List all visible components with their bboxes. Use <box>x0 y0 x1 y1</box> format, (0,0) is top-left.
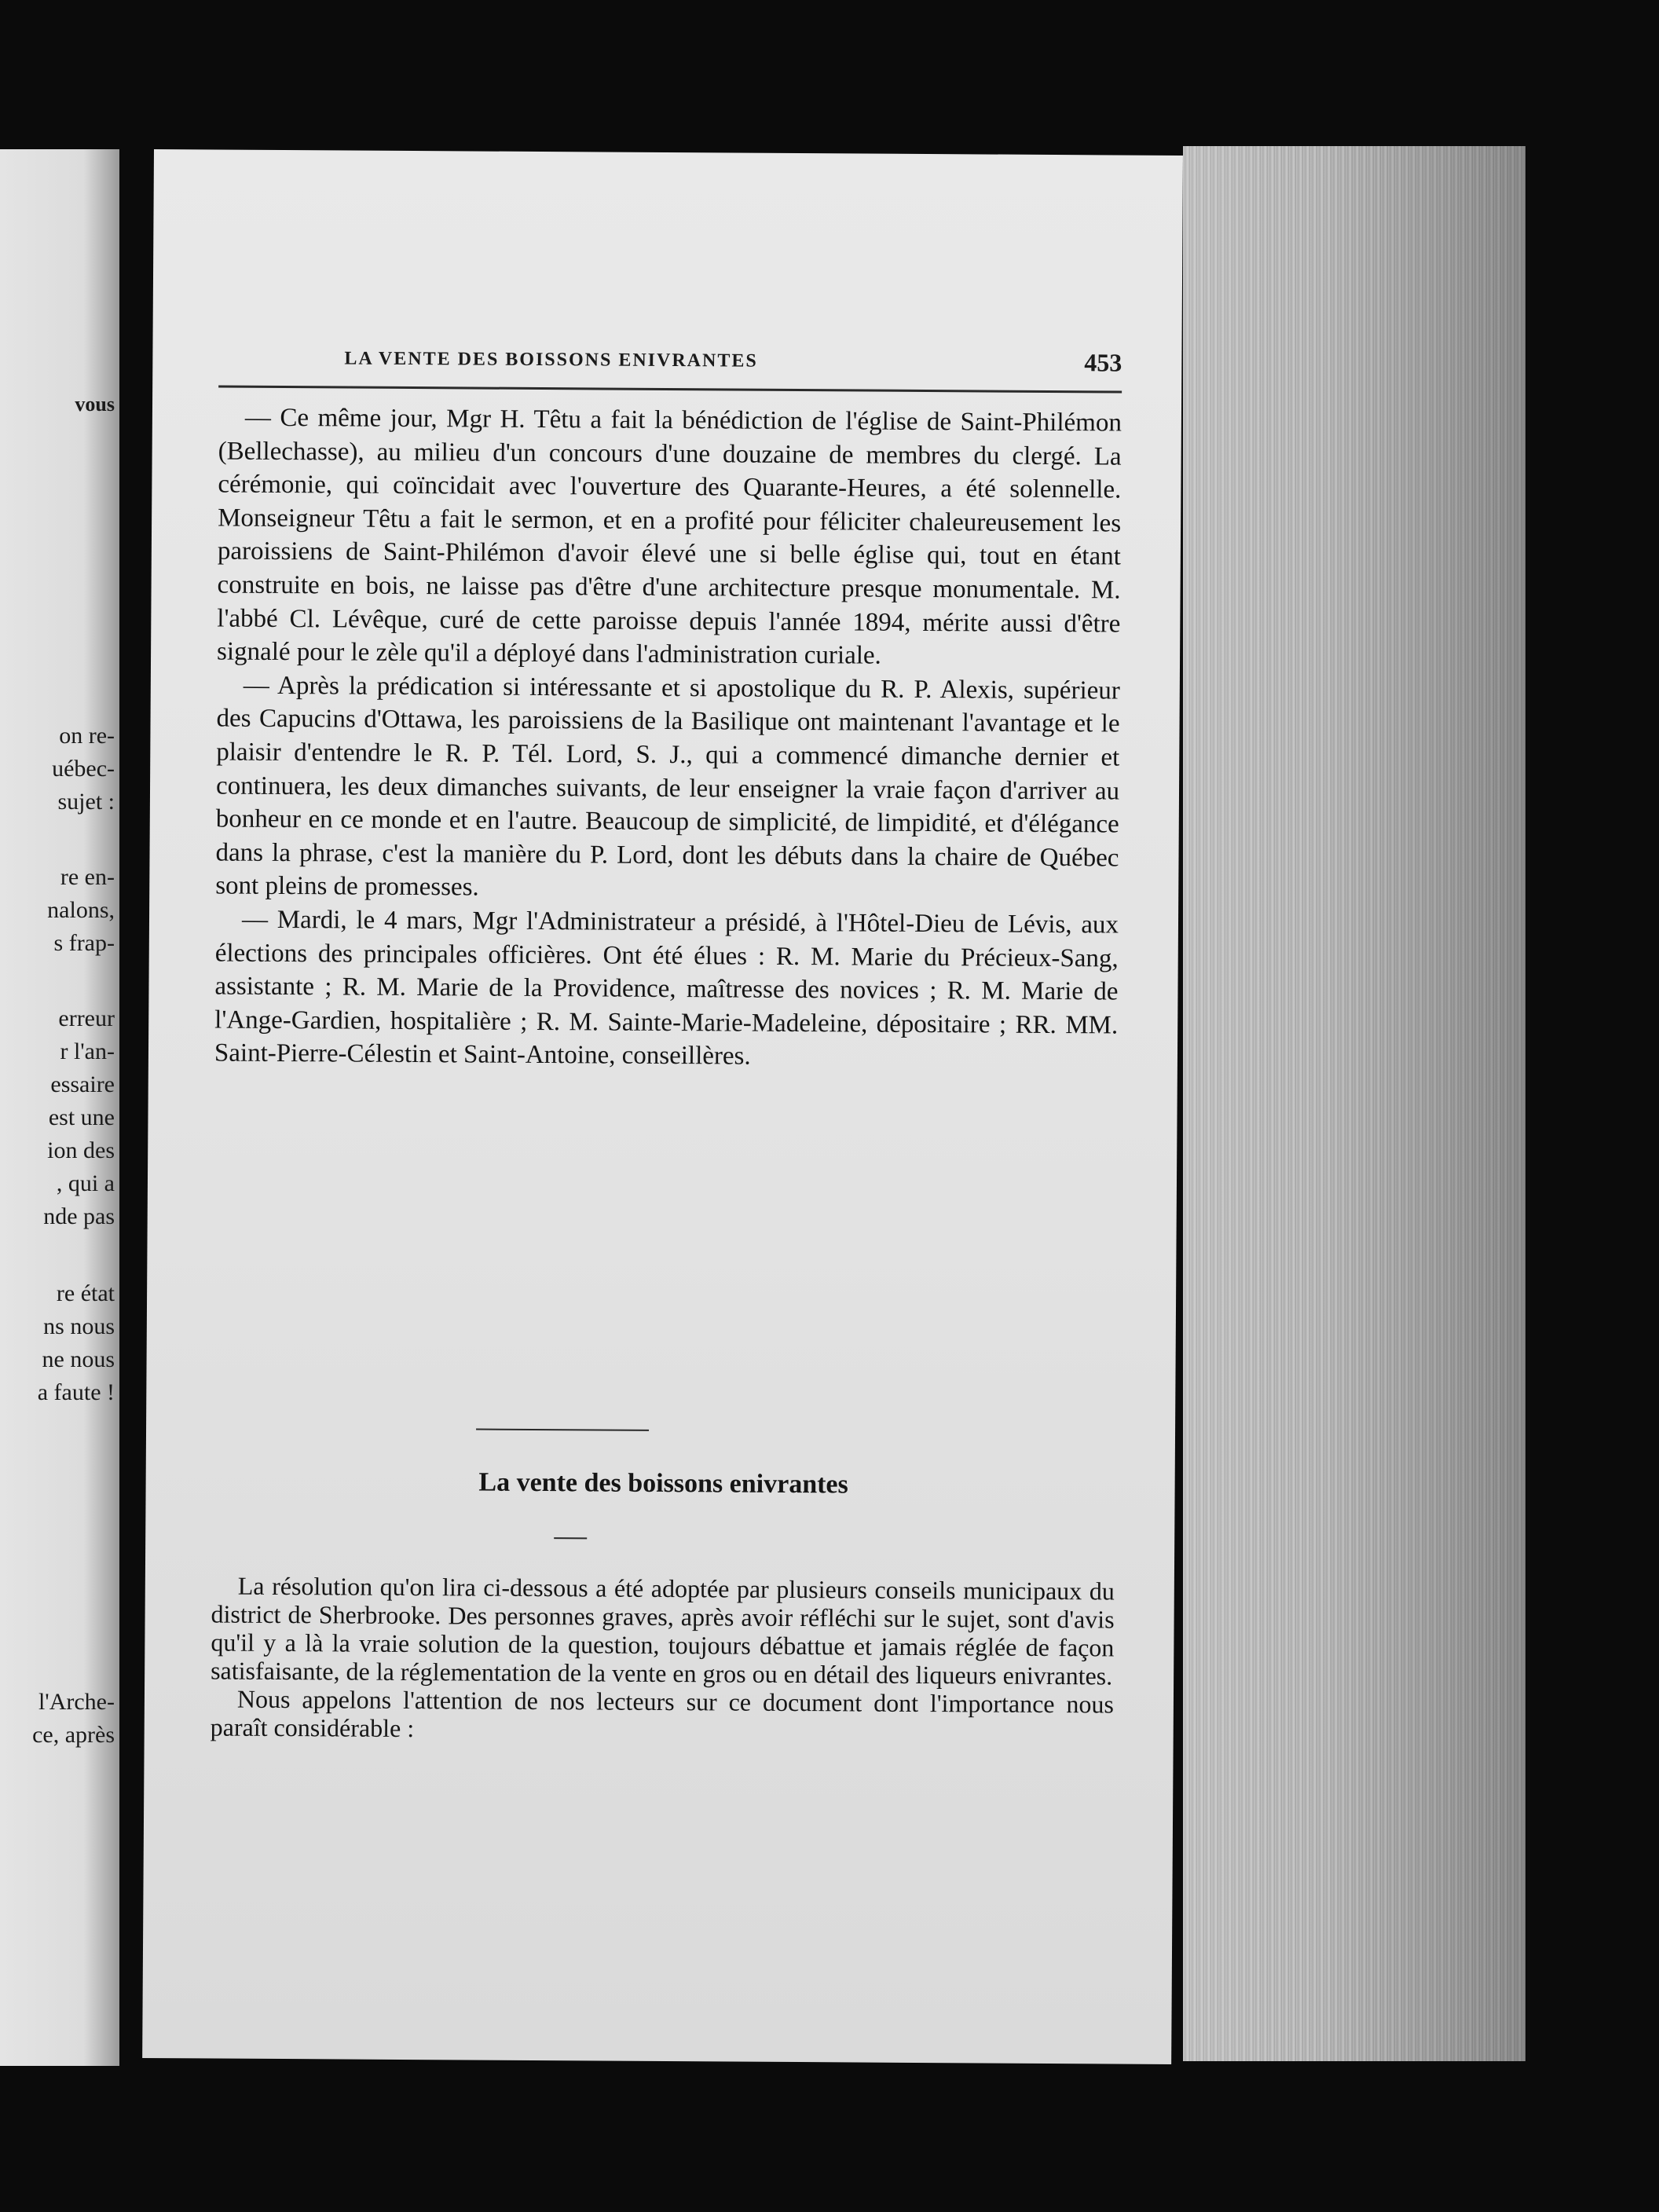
left-page-line: re état <box>56 1280 115 1306</box>
right-page <box>142 149 1183 2064</box>
section-separator <box>476 1429 649 1431</box>
left-page-line: re en- <box>60 864 115 890</box>
left-page-fragment <box>0 149 119 2066</box>
section-body <box>211 1571 1115 1746</box>
left-page-line: erreur <box>58 1005 115 1031</box>
left-page-line: ion des <box>47 1137 115 1163</box>
news-items <box>214 401 1122 1076</box>
left-page-line: uébec- <box>52 756 115 782</box>
left-page-line: vous <box>75 393 115 416</box>
left-page-line: nde pas <box>43 1203 115 1229</box>
header-rule <box>218 386 1122 394</box>
left-page-line: essaire <box>50 1071 115 1097</box>
left-page-line: s frap- <box>53 930 115 956</box>
left-page-line: ne nous <box>42 1346 115 1372</box>
left-page-line: a faute ! <box>37 1379 115 1405</box>
paragraph: — Après la prédication si intéressante et si apostolique du R. P. Alexis, supérieur des Capucins d'Ottawa, les paroissiens de la Basilique ont maintenant l'avantage et le plaisir d'entendre le R. P. Tél. Lord, S. J., qui a commencé dimanche dernier et continuera, les deux dimanches suivants, de leur enseigner la vraie façon d'arriver au bonheur en ce monde et en l'autre. Beaucoup de simplicité, de limpidité, et d'élégance dans la phrase, c'est la manière du P. Lord, dont les débuts dans la chaire de Québec sont pleins de promesses. <box>215 671 1120 902</box>
left-page-line: l'Arche- <box>38 1689 115 1715</box>
left-page-line: on re- <box>59 723 115 749</box>
left-page-line: ns nous <box>43 1313 115 1339</box>
paragraph: — Ce même jour, Mgr H. Têtu a fait la bénédiction de l'église de Saint-Philémon (Bellechasse), au milieu d'un concours d'une douzaine de membres du clergé. La cérémonie, qui coïncidait avec l'ouverture des Quarante-Heures, a été solennelle. Monseigneur Têtu a fait le sermon, et en a profité pour féliciter chaleureusement les paroissiens de Saint-Philémon d'avoir élevé une si belle église qui, tout en étant construite en bois, ne laisse pas d'être d'une architecture presque monumentale. M. l'abbé Cl. Lévêque, curé de cette paroisse depuis l'année 1894, mérite aussi d'être signalé pour le zèle qu'il a déployé dans l'administration curiale. <box>216 403 1122 670</box>
left-page-line: ce, après <box>32 1722 115 1748</box>
page-number: 453 <box>1084 348 1122 377</box>
running-title: LA VENTE DES BOISSONS ENIVRANTES <box>344 348 758 372</box>
section-heading: La vente des boissons enivrantes <box>478 1467 848 1500</box>
left-page-line: sujet : <box>57 789 115 815</box>
left-page-line: est une <box>48 1104 115 1130</box>
left-page-line: nalons, <box>47 897 115 923</box>
page-header <box>218 348 1122 385</box>
paragraph: Nous appelons l'attention de nos lecteurs sur ce document dont l'importance nous paraît considérable : <box>210 1684 1115 1743</box>
heading-dash <box>554 1537 587 1539</box>
book-fore-edge-shade <box>1183 146 1525 2061</box>
left-page-line: , qui a <box>56 1170 115 1196</box>
left-page-line: r l'an- <box>60 1038 115 1064</box>
paragraph: — Mardi, le 4 mars, Mgr l'Administrateur a présidé, à l'Hôtel-Dieu de Lévis, aux élections des principales officières. Ont été élues : R. M. Marie du Précieux-Sang, assistante ; R. M. Marie de la Providence, maîtresse des novices ; R. M. Marie de l'Ange-Gardien, hospitalière ; R. M. Sainte-Marie-Madeleine, dépositaire ; RR. MM. Saint-Pierre-Célestin et Saint-Antoine, conseillères. <box>214 905 1119 1071</box>
paragraph: La résolution qu'on lira ci-dessous a été adoptée par plusieurs conseils municipaux du district de Sherbrooke. Des personnes graves, après avoir réfléchi sur le sujet, sont d'avis qu'il y a là la vraie solution de la question, toujours débattue et jamais réglée de façon satisfaisante, de la réglementation de la vente en gros ou en détail des liqueurs enivrantes. <box>211 1571 1115 1690</box>
